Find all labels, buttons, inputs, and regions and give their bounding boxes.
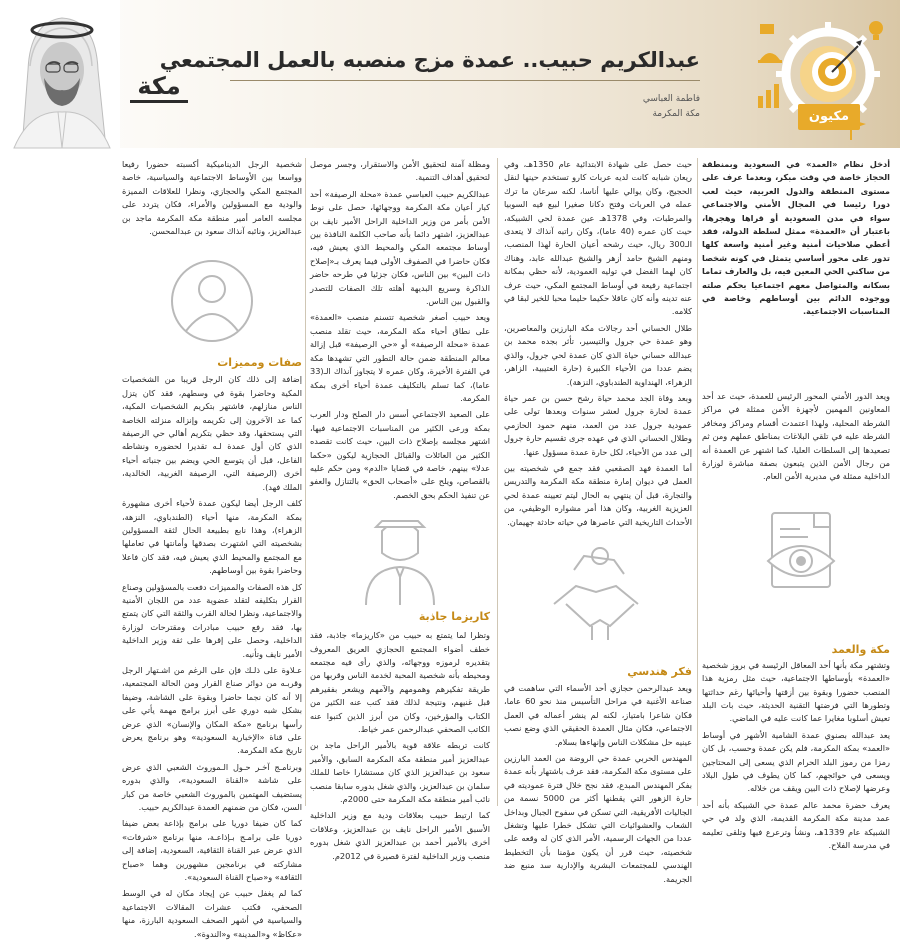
section-heading: صفات ومميزات: [217, 356, 302, 370]
logo-bar: [130, 100, 188, 103]
column-2: [504, 158, 693, 884]
intro-paragraph: أدخل نظام «العمد» في السعودية وبمنطقة الحجاز خاصة في وقت مبكر، وبعدما عرف على مستوى المنطقة والدول العربية، حيث لعب دورا رئيسا في المجال الأمني والاجتماعي سواء في مدن السعودية أو قراها وهجرها، باعتبار أن «العمدة» ممثل لسلطة الدولة، فقد أعطي صلاحيات أمنية وغير أمنية واسعة كلها تدور على محور أساسي يتمثل في كونه شخصا من ساكني الحي المعين فيه، بل والعارف تماما بسكانه والمتواصل معهم اجتماعيا بحكم صلته ووجوده الدائم بين أوساطهم وخاصة في المناسبات الاجتماعية.: [702, 159, 890, 317]
chart-icon: [758, 84, 779, 108]
spacer: [702, 322, 890, 390]
column-4: [122, 158, 302, 939]
paragraph: كما لم يغفل حبيب عن إيجاد مكان له في الوسط الصحفي، فكتب عشرات المقالات الاجتماعية والسياسية في أشهر الصحف السعودية البارزة، منها «عكاظ» و«المدينة» و«الندوة».: [122, 888, 302, 939]
paragraph: عـلاوة على ذلـك فإن على الرغم من اشـتهار الرجل وقربـه من دوائر صناع القرار ومن الحالة المجتمعية، إلا أنه كان نجما حاضرا وبقوة على الشاشة، وضيفا بشكل شبه دوري على أبرز برامج مهمة يأتي على رأسها برنامج «مكة المكان والإنسان» الذي عرض على قناة «الإخبارية السعودية» وهو برنامج يعرض تاريخ مكة المكرمة.: [122, 664, 302, 756]
icon-cluster: [700, 0, 900, 148]
paragraph: حيث حصل على شهادة الابتدائية عام 1350هـ، وفي ريعان شبابه كانت لديه عربات كارو تستخدم حينها لنقل الحجيج، وكان يوالي عليها أناسا، لكنه سرعان ما ترك عمله في العربات وفتح دكانا صغيرا لبيع فيه السوبيا والمرطبات، وفي 1378هـ عين عمدة لحي الشبيكة، حيث كان عمره (40 عاما)، وكان راتبه آنذاك لا يتعدى الـ300 ريال، حيث رشحه أعيان الحارة لهذا المنصب، ومنهم الشيخ حامد أزهر والشيخ عبدالله عابد، وهناك كان لهما الفضل في توليه العمودية، لأنه حظي بمكانة اجتماعية رفيعة في أوساط المجتمع المكي، حيث عرف عنه تدينه وأنه كان عاقلا حكيما حليما محبا للخير لبقا في كلامه.: [504, 159, 693, 317]
title-rule: [230, 80, 700, 81]
paragraph: شخصية الرجل الديناميكية أكسبته حضورا رفيعا وواسعا بين الأوساط الاجتماعية والسياسية، خاصة المجتمع المكي والحجازي، ونظرا للعلاقات المميزة والودية مع المسؤولين والأمراء، فكان يتردد على مجلسه العامر أمير منطقة مكة المكرمة ماجد بن عبدالعزيز، ونائبه آنذاك سعود بن عبدالمحسن.: [122, 159, 302, 237]
paragraph: إضافة إلى ذلك كان الرجل قريبا من الشخصيات المكية وحاضرا بقوة في وسطهم، فقد كان يتزل الناس منازلهم، فاشتهر بتكريم الشخصيات المكية، كما عد الآخرون إلى تكريمه وإنزاله منزلته الخاصة التي يستحقها، وقد حظي بتكريم أهالي حي الرصيفة الذي كان أول عمدة لـه تقديرا لحضوره ونشاطه الفاعل، قبل أن يتوسع الحي ويضم بين جنباته أحياء أخرى (الرصيفة التي، الرصيفة الغربية، الخالدية، الملك فهد).: [122, 374, 302, 492]
paragraph: وتشتهر مكة بأنها أحد المعاقل الرئيسة في بروز شخصية «العمدة» بأوساطها الاجتماعية، حيث مثل رمزية هذا المنصب حضورا وبقوة بين أزقتها وأحيائها رغم حداثتها وتطورها التي فرضتها التقنية الحديثة، حيث بات البلد تعيش أسلوبا مغايرا عما كانت عليه في الماضي.: [702, 659, 890, 724]
page-title: عبدالكريم حبيب.. عمدة مزج منصبه بالعمل المجتمعي: [159, 48, 700, 72]
logo-text: مكة: [137, 72, 181, 100]
author-name: فاطمة العباسي: [642, 94, 700, 104]
paragraph: أما العمدة فهد الصقعبي فقد جمع في شخصيته بين العمل في ديوان إمارة منطقة مكة المكرمة والتدريس والتجارة، قبل أن ينتهي به الحال ليتم تعيينه عمدة لحي العزيزية الغربية، وكان هذا أمر مشواره الوظيفي، من الأحداث التاريخية التي عاصرها في حياته حادثة جهيمان.: [504, 462, 692, 527]
charisma-section-graphic: [310, 505, 490, 629]
paragraph: يعد عبدالله بصنوي عمدة الشامية الأشهر في أوساط «العمد» بمكة المكرمة، فلم يكن عمدة وحسب، بل كان رمزا من رموز البلد الحرام الذي يسعى إلى المحتاجين ويسعى في حوائجهم، كما كان يطوف في طول البلاد وعرضها لإصلاح ذات البين ويقف من خلاله.: [702, 729, 890, 794]
paragraph: كل هذه الصفات والمميزات دفعت بالمسؤولين وصناع القرار بتكليفه لتقلد عضوية عدد من اللجان الأمنية والاجتماعية، ونظرا لحالة القرب والثقة التي كان يتمتع بها، فقد رفع حبيب مبادرات ومقترحات لوزارة الداخلية، وحصل على إقرها على ثقة وزير الداخلية الأمير نايف وتأنيه.: [122, 581, 302, 659]
makkah-logo: [128, 70, 190, 106]
paragraph: ومظلة آمنة لتحقيق الأمن والاستقرار، وجسر موصل لتحقيق أهداف التنمية.: [310, 159, 490, 183]
user-profile-icon: [172, 261, 252, 341]
paragraph: ويعد حبيب أصغر شخصية تتسنم منصب «العمدة» على نطاق أحياء مكة المكرمة، حيث تقلد منصب عمدة «محلة الرصيفة» أو «حي الرصيفة» قبل إزالة معالم المنطقة ضمن حالة التطور التي تشهدها مكة في الفترة الأخيرة، وكان عمره لا يتجاوز آنذاك الـ(33 عاما)، كما تسلم بالتكليف عمدة أحياء أخرى بمكة المكرمة.: [310, 312, 490, 403]
traits-section-graphic: [122, 241, 302, 373]
paragraph: وبعد وفاة الجد محمد حياة رشح حسن بن عمر حياة عمدة لحارة جرول لعشر سنوات وبعدها تولى على عمودية جرول عدد من العمد، منهم حمود الحازمي وطلال الحساني الذي في عهده جرى تقسيم حارة جرول إلى عدد من الأحياء، لكل حارة عمدة مسؤول عنها.: [504, 392, 692, 457]
paragraph: وتظرا لما يتمتع به حبيب من «كاريزما» جاذبة، فقد خطف أضواء المجتمع الحجازي العريق المعروف بتقديره لرموزه ووجهائه، والذي رأى فيه مجتمعه ومحيطه بأنه شخصية المحبة لخدمة الناس وقربها من طريقة تفكيرهم وهمومهم والآمهم ويشعر بفقيرهم قبل غنيهم، ونتيجة لذلك فقد كتب عنه الكثير من الكتاب والمؤرخين، وكان من أبرز الذين كتبوا عنه الكاتب الصحفي عبدالرحمن عمر خياط.: [310, 630, 490, 734]
paragraph: ويعد الدور الأمني المحور الرئيس للعمدة، حيث عد أحد المعاونين المهمين لأجهزة الأمن ممثلة في مراكز الشرطة المحلية، ولهذا اعتمدت أقسام ومراكز ومخافر الشرطة عليه في تلقي البلاغات بمناطق عملهم ومن ثم تصعيدها إلى السلطات العليا، كما اشتهر عن العمدة أنه من رجال الأمن الذين يتبعون بصفة مباشرة لوزارة الداخلية ممثلة في مديرية الأمن العام.: [702, 390, 890, 482]
lightbulb-icon: [869, 21, 883, 40]
byline: [500, 92, 700, 122]
paragraph: كلف الرجل أيضا ليكون عمدة لأحياء أخرى مشهورة بمكة المكرمة، منها أحياء (الطندباوي، النزهة، الزهراء)، وهذا نابع بطبيعة الحال لثقة المسؤولين بشخصيته التي اشتهرت بصدقها وأمانتها في تعاملها مع المجتمع والمحيط الذي يعيش فيه، فقد كان فاعلا وحاضرا بقوة بين أوساطهم.: [122, 498, 302, 576]
title-block: [159, 48, 700, 72]
section-heading: مكة والعمد: [831, 643, 890, 657]
paragraph: طلال الحساني أحد رجالات مكة البارزين والمعاصرين، وهو عمدة حي جرول والتيسير، تأثر بجده محمد بن عبدالله حساني حياة الذي كان عمدة لحي جرول، والذي يضم عددا من الأحياء الكبيرة (حارة العتيبية، الزاهر، الزهراء، الهنداوية الطندباوي، النزهة).: [504, 322, 692, 387]
paragraph: على الصعيد الاجتماعي أسس دار الصلح ودار العرب بمكة ورعى الكثير من المناسبات الاجتماعية فيها، اشتهر مجلسه بإصلاح ذات البين، حيث كانت تقصده الكثير من العائلات والقبائل الحجازية ليكون «حكما عدلا» بينهم، خاصة في قضايا «الدم» ومن حكم عليه بالقصاص، ويلح على «أصحاب الحق» بالتنازل والعفو عن تنفيذ الحكم بحق الخصم.: [310, 409, 490, 500]
charisma-person-icon: [366, 521, 434, 605]
paragraph: عبدالكريم حبيب العباسي عمدة «محلة الرصيفة» أحد كبار أعيان مكة المكرمة ووجهائها، حصل على نوط الأمن بأمر من وزير الداخلية الراحل الأمير نايف بن عبدالعزيز، اشتهر دائما بأنه صاحب الكلمة النافذة بين أوساط مجتمعه المكي والمحيط الذي يعيش فيه، فكان حاضرا في الصفوف الأولى فيما يعرف بـ«إصلاح ذات البين» بين الناس، فكان جزئيا في طرحه حاضر الذاكرة وسريع البديهة أهلته تلك الصفات للتصدر والقبول بين الناس.: [310, 188, 490, 307]
article-header: [0, 0, 900, 148]
helmet-icon: [758, 53, 782, 63]
paragraph: وبرنامـج آخـر حـول الـموروث الشعبي الذي عرض على شاشة «القناة السعودية»، والذي بدوره يستضيف المهتمين بالموروث الشعبي خاصة من كبار السن، فكان من ضمنهم العمدة عبدالكريم حبيب.: [122, 761, 302, 813]
column-1: [702, 158, 890, 850]
column-divider: [305, 158, 306, 806]
column-divider: [497, 158, 498, 806]
paragraph: كما ارتبط حبيب بعلاقات ودية مع وزير الداخلية الأسبق الأمير الراحل نايف بن عبدالعزيز، وعلاقات أخرى بالأمير أحمد بن عبدالعزيز الذي شغل بدوره منصب وزير الداخلية لفترة قصيرة في 2012م.: [310, 810, 490, 861]
hand-icon: [760, 24, 774, 34]
column-divider: [697, 158, 698, 806]
paragraph: المهندس الحربي عمدة حي الروضة من العمد البارزين على مستوى مكة المكرمة، فقد عرف باشتهار بأنه عمدة بفكر المهندس المبدع، فقد نجح خلال فترة عموديته في حارة الزهور التي يقطنها أكثر من 5000 نسمة من الجاليات الأفريقية، التي تسكن في سفوح الجبال وبداخل الشعاب والعشوائيات التي تشكل خطرا عليها وتشغل عددا من الجهات الرسمية، الأمر الذي كان له وقعه على شخصيته، حيث قرر أن يكون مؤمنا بأن التخطيط الهندسي للمجتمعات البشرية والإدارية سد منبع ضد الجريمة.: [504, 753, 692, 884]
paragraph: كانت تربطه علاقة قوية بالأمير الراحل ماجد بن عبدالعزيز أمير منطقة مكة المكرمة السابق، والأمير سعود بن عبدالعزيز الذي كان مستشارا خاصا للملك سلمان بن عبدالعزيز، والذي شغل بدوره سابقا منصب نائب أمير منطقة مكة المكرمة حتى 2000م.: [310, 740, 490, 805]
paragraph: ويعد عبدالرحمن حجازي أحد الأسماء التي ساهمت في صناعة الأغنية في مراحل التأسيس منذ نحو 60 عاما، فكان شاعرا بامتياز، لكنه لم ينشر أعماله في العمل الاجتماعي، فكان مثال العمدة الحقيقي الذي وضع نصب عينيه حل مشكلات الناس وإنهاءها بسلام.: [504, 682, 692, 747]
column-3: [310, 158, 490, 861]
eye-document-icon: [768, 513, 834, 587]
paragraph: يعرف حضرة محمد عالم عمدة حي الشبيكة بأنه أحد عمد مدينة مكة المكرمة القديمة، الذي ولد في حي الشبيكة عام 1339هـ، ونشأ وترعرع فيها وتلقى تعليمه في مدرسة الفلاح.: [702, 799, 890, 850]
portrait-photo: [0, 0, 120, 148]
paragraph: كما كان ضيفا دوريا على برامج بإذاعة بعض ضيفا دوريا على برامـج بـإذاعـة، منها برنامج «شرفات» الذي عرض عبر القناة الثقافية، السعودية، إضافة إلى مشاركته في برنامجين مشهورين وهما «صباح الثقافة» و«صباح القناة السعودية».: [122, 818, 302, 883]
section-heading: فكر هندسي: [627, 664, 692, 678]
eye-section-graphic: [702, 487, 890, 659]
engineering-section-graphic: [504, 532, 692, 682]
engineering-handshake-icon: [554, 548, 638, 640]
section-tag: مكيون: [798, 104, 860, 130]
section-heading: كاريزما جاذبة: [418, 609, 490, 623]
author-location: مكة المكرمة: [652, 109, 700, 119]
